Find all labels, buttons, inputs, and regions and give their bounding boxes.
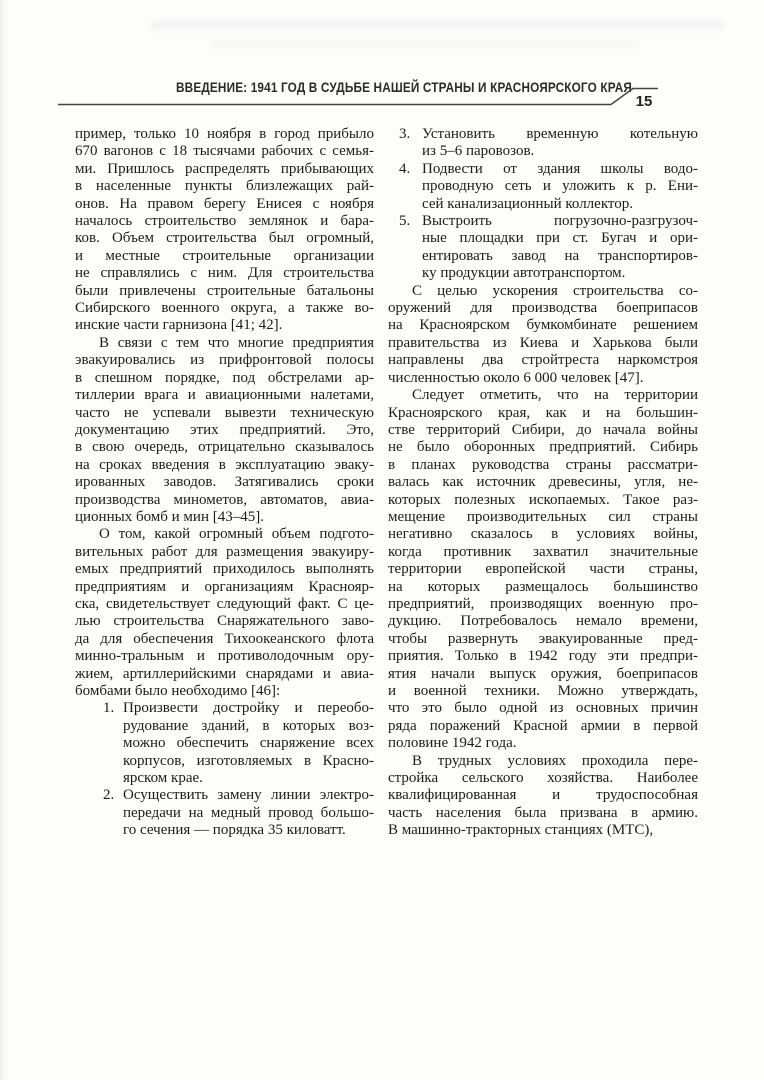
paragraph: [388, 753, 698, 840]
text-line: документацию этих предприятий. Это,: [75, 421, 374, 438]
text-line: жием, артиллерийскими снарядами и авиа-: [75, 665, 374, 682]
running-header: ВВЕДЕНИЕ: 1941 ГОД В СУДЬБЕ НАШЕЙ СТРАНЫ И КРАСНОЯРСКОГО КРАЯ: [176, 79, 632, 95]
text-line: ска, свидетельствует следующий факт. С це-: [75, 595, 374, 612]
text-line: квалифицированная и трудоспособная: [388, 787, 698, 804]
text-line: передачи на медный провод большо-: [123, 804, 374, 821]
text-line: численностью около 6 000 человек [47].: [388, 369, 644, 386]
list-item: [388, 126, 698, 161]
text-line: лью строительства Снаряжательного заво-: [75, 613, 374, 630]
text-line: В трудных условиях проходила пере-: [412, 752, 698, 769]
list-item-number: 5.: [399, 213, 411, 230]
text-line: и военной техники. Можно утверждать,: [388, 683, 698, 699]
text-line: ентировать завод на транспортиров-: [422, 247, 698, 264]
text-line: инские части гарнизона [41; 42].: [75, 317, 283, 334]
text-line: не справлялись с ним. Для строительства: [75, 265, 374, 282]
text-line: на которых размещалось большинство: [388, 578, 698, 595]
text-line: проводную сеть и уложить к р. Ени-: [422, 178, 698, 195]
text-line: правительства из Киева и Харькова были: [388, 334, 698, 351]
text-line: В связи с тем что многие предприятия: [99, 334, 374, 351]
text-line: Осуществить замену линии электро-: [123, 787, 374, 804]
text-line: ятия начали выпуск оружия, боеприпасов: [388, 665, 698, 682]
list-item-text: [123, 700, 374, 787]
text-line: пример, только 10 ноября в город прибыло: [75, 126, 374, 142]
right-column: [388, 126, 698, 840]
text-line: эвакуировались из прифронтовой полосы: [75, 352, 374, 369]
paragraph: [75, 526, 374, 700]
paragraph: [75, 335, 374, 526]
text-line: онов. На правом берегу Енисея с ноября: [75, 195, 374, 212]
text-line: ков. Объем строительства был огромный,: [75, 230, 374, 247]
text-line: ированных заводов. Затягивались сроки: [75, 474, 374, 491]
left-column: [75, 126, 374, 840]
text-line: когда противник захватил значительные: [388, 543, 698, 560]
text-line: сей канализационный коллектор.: [422, 195, 634, 212]
list-item: [388, 213, 698, 283]
text-line: вительных работ для размещения эвакуиру-: [75, 543, 374, 560]
text-line: негативно сказалось в условиях войны,: [388, 526, 698, 543]
list-item: [75, 787, 374, 839]
text-line: ряда поражений Красной армии в первой: [388, 717, 698, 734]
text-line: 670 вагонов с 18 тысячами рабочих с семья-: [75, 143, 374, 160]
text-line: ционных бомб и мин [43–45].: [75, 508, 264, 525]
text-line: оружений для производства боеприпасов: [388, 300, 698, 317]
text-line: тиллерии врага и авиационными налетами,: [75, 387, 374, 404]
text-line: что это было одной из основных причин: [388, 700, 698, 717]
text-line: началось строительство землянок и бара-: [75, 213, 374, 230]
list-item-text: [422, 126, 698, 161]
list-item-text: [123, 787, 374, 839]
text-line: в свою очередь, отрицательно сказывалось: [75, 439, 374, 456]
list-item-number: 2.: [103, 787, 115, 804]
text-line: В машинно-тракторных станциях (МТС),: [388, 822, 654, 839]
paragraph: [388, 283, 698, 387]
scan-bleedthrough-artifact: [150, 20, 725, 31]
text-line: которых полезных ископаемых. Такое раз-: [388, 491, 698, 508]
text-line: предприятиям и организациям Краснояр-: [75, 578, 374, 595]
list-item: [75, 700, 374, 787]
text-line: Красноярского края, как и на большин-: [388, 404, 698, 421]
text-line: минно-тральным и противолодочным ору-: [75, 648, 374, 665]
text-line: половине 1942 года.: [388, 735, 517, 752]
text-line: часть населения была призвана в армию.: [388, 804, 698, 821]
text-line: рудование зданий, в которых воз-: [123, 717, 374, 734]
text-line: часто не успевали вывезти техническую: [75, 404, 374, 421]
text-line: не было оборонных предприятий. Сибирь: [388, 439, 698, 456]
text-line: ярском крае.: [123, 770, 203, 787]
text-line: емых предприятий приходилось выполнять: [75, 561, 374, 578]
text-line: приятия. Только в 1942 году эти предпри-: [388, 648, 698, 665]
text-line: го сечения — порядка 35 киловатт.: [123, 822, 346, 839]
text-line: в планах руководства страны рассматри-: [388, 456, 698, 473]
text-line: ные площадки при ст. Бугач и ори-: [422, 230, 698, 247]
text-line: Подвести от здания школы водо-: [422, 160, 698, 177]
text-line: на Красноярском бумкомбинате решением: [388, 317, 698, 334]
text-line: производства минометов, автоматов, авиа-: [75, 491, 374, 508]
text-line: ку продукции автотранспортом.: [422, 265, 626, 282]
text-line: в спешном порядке, под обстрелами ар-: [75, 369, 374, 386]
text-line: из 5–6 паровозов.: [422, 143, 535, 160]
list-item-number: 1.: [103, 700, 115, 717]
text-line: О том, какой огромный объем подгото-: [99, 526, 374, 543]
scan-bleedthrough-artifact: [210, 40, 640, 48]
paragraph: [75, 126, 374, 335]
text-line: бомбами было необходимо [46]:: [75, 683, 281, 699]
list-item-text: [422, 213, 698, 283]
page-edge-shadow: [0, 0, 9, 1080]
text-line: корпусов, изготовляемых в Красно-: [123, 752, 374, 769]
text-line: в населенные пункты близлежащих рай-: [75, 178, 374, 195]
text-line: на сроках введения в эксплуатацию эваку-: [75, 456, 374, 473]
text-line: валась как источник древесины, угля, не-: [388, 474, 698, 491]
text-line: и местные строительные организации: [75, 247, 374, 264]
text-line: мещение производительных сил страны: [388, 508, 698, 525]
page-number: 15: [635, 93, 653, 110]
text-line: предприятий, производящих военную про-: [388, 595, 698, 612]
list-item-number: 4.: [399, 160, 411, 177]
text-line: Выстроить погрузочно-разгрузоч-: [422, 213, 698, 230]
text-line: Сибирского военного округа, а также во-: [75, 300, 374, 317]
list-item-number: 3.: [399, 126, 411, 142]
text-line: да для обеспечения Тихоокеанского флота: [75, 630, 374, 647]
list-item: [388, 161, 698, 213]
text-line: дукцию. Потребовалось немало времени,: [388, 613, 698, 630]
text-line: направлены два стройтреста наркомстроя: [388, 352, 698, 369]
text-line: С целью ускорения строительства со-: [412, 282, 698, 299]
text-line: Следует отметить, что на территории: [412, 387, 698, 404]
text-line: Установить временную котельную: [422, 126, 698, 142]
text-line: Произвести достройку и переобо-: [123, 700, 374, 717]
text-line: чтобы развернуть эвакуированные пред-: [388, 630, 698, 647]
paragraph: [388, 387, 698, 753]
text-line: были привлечены строительные батальоны: [75, 282, 374, 299]
text-line: стройка сельского хозяйства. Наиболее: [388, 770, 698, 787]
text-line: территории европейской части страны,: [388, 561, 698, 578]
text-line: можно обеспечить снаряжение всех: [123, 735, 374, 752]
text-line: ми. Пришлось распределять прибывающих: [75, 160, 374, 177]
list-item-text: [422, 161, 698, 213]
text-line: стве территорий Сибири, до начала войны: [388, 421, 698, 438]
